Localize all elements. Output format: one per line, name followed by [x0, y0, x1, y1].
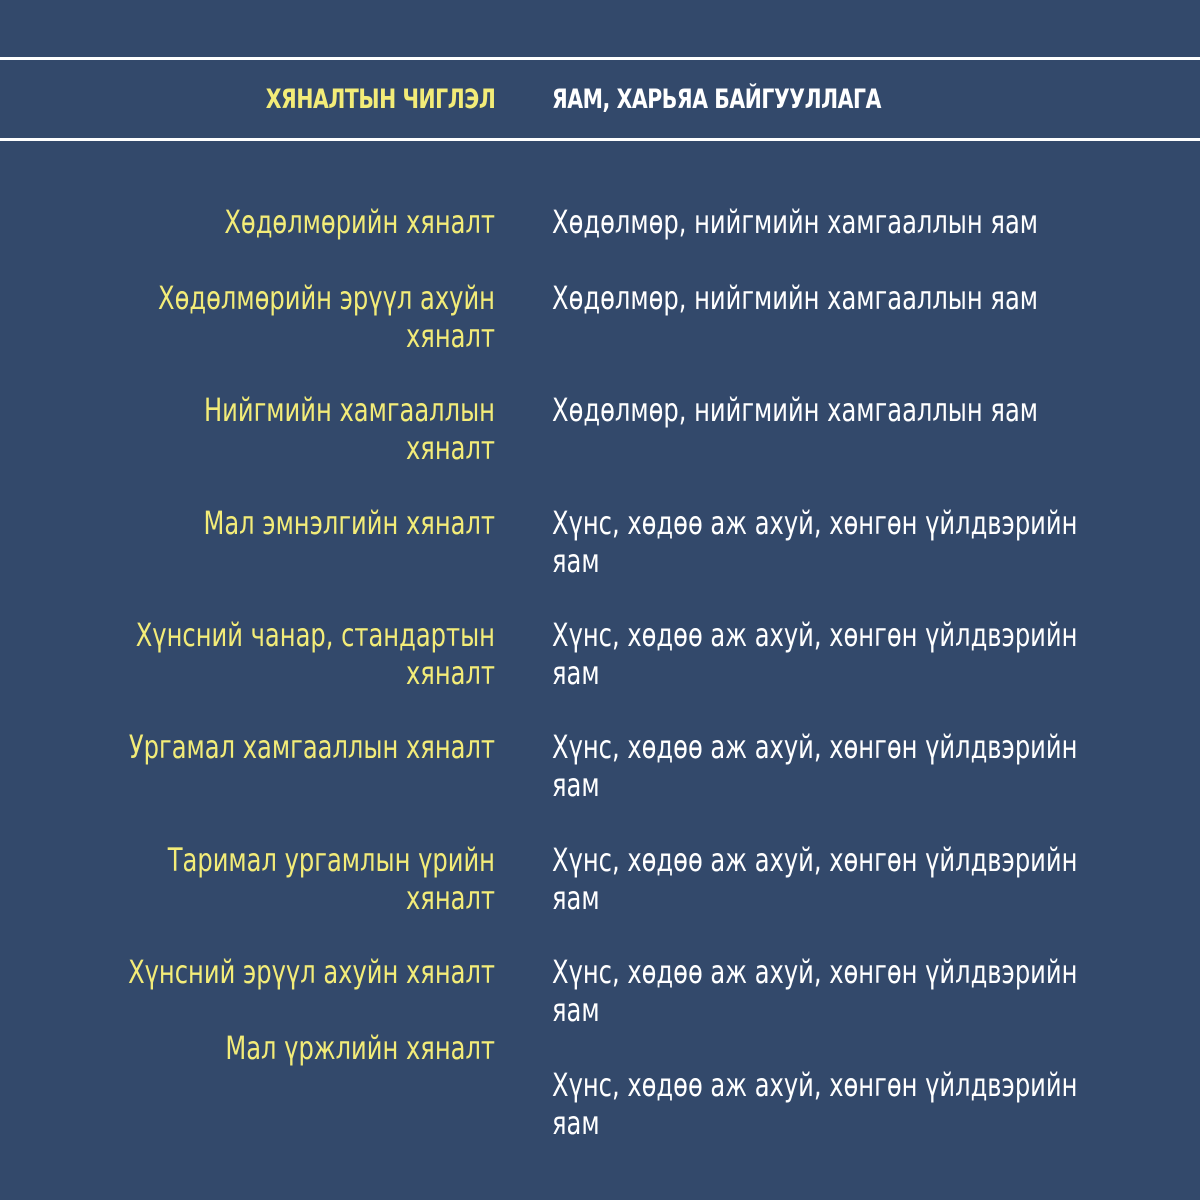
ministry-cell — [552, 203, 1098, 241]
direction-cell — [100, 504, 495, 542]
ministry-text: Хөдөлмөр, нийгмийн хамгааллын яам — [552, 203, 1039, 241]
ministry-text: яам — [552, 879, 600, 917]
direction-text: Хөдөлмөрийн хяналт — [224, 203, 496, 241]
ministry-text: Хөдөлмөр, нийгмийн хамгааллын яам — [552, 391, 1039, 429]
ministry-text: Хүнс, хөдөө аж ахуй, хөнгөн үйлдвэрийн — [552, 504, 1078, 542]
column-header-direction: ХЯНАЛТЫН ЧИГЛЭЛ — [265, 84, 495, 115]
direction-text: Хөдөлмөрийн эрүүл ахуйн — [158, 279, 496, 317]
ministry-text: Хүнс, хөдөө аж ахуй, хөнгөн үйлдвэрийн — [552, 728, 1078, 766]
direction-cell — [100, 391, 495, 467]
ministry-text: яам — [552, 654, 600, 692]
top-divider — [0, 57, 1200, 60]
direction-text: Нийгмийн хамгааллын — [203, 391, 496, 429]
ministry-text: Хүнс, хөдөө аж ахуй, хөнгөн үйлдвэрийн — [552, 953, 1078, 991]
ministry-text: Хүнс, хөдөө аж ахуй, хөнгөн үйлдвэрийн — [552, 841, 1078, 879]
ministry-cell — [552, 279, 1098, 317]
direction-text: Мал үржлийн хяналт — [225, 1029, 496, 1067]
direction-text: Таримал ургамлын үрийн — [167, 841, 495, 879]
ministry-text: яам — [552, 542, 600, 580]
header-divider — [0, 138, 1200, 141]
ministry-text: Хүнс, хөдөө аж ахуй, хөнгөн үйлдвэрийн — [552, 1066, 1078, 1104]
ministry-cell — [552, 728, 1098, 804]
direction-text: хяналт — [405, 879, 495, 917]
direction-text: хяналт — [405, 317, 495, 355]
direction-text: Хүнсний эрүүл ахуйн хяналт — [128, 953, 495, 991]
ministry-cell — [552, 391, 1098, 429]
column-header-ministry: ЯАМ, ХАРЬЯА БАЙГУУЛЛАГА — [552, 84, 882, 115]
direction-cell — [100, 728, 495, 766]
direction-cell — [100, 203, 495, 241]
ministry-text: яам — [552, 766, 600, 804]
direction-text: Мал эмнэлгийн хяналт — [203, 504, 495, 542]
direction-text: Хүнсний чанар, стандартын — [135, 616, 496, 654]
ministry-cell — [552, 504, 1098, 580]
direction-text: хяналт — [405, 654, 495, 692]
ministry-text: Хүнс, хөдөө аж ахуй, хөнгөн үйлдвэрийн — [552, 616, 1078, 654]
direction-cell — [100, 841, 495, 917]
ministry-cell — [552, 616, 1098, 692]
direction-text: Ургамал хамгааллын хяналт — [128, 728, 495, 766]
ministry-text: яам — [552, 1104, 600, 1142]
ministry-cell — [552, 953, 1098, 1029]
direction-cell — [100, 1029, 495, 1067]
ministry-text: яам — [552, 991, 600, 1029]
direction-text: хяналт — [405, 429, 495, 467]
direction-cell — [100, 953, 495, 991]
direction-cell — [100, 616, 495, 692]
ministry-cell — [552, 1066, 1098, 1142]
direction-cell — [100, 279, 495, 355]
ministry-cell — [552, 841, 1098, 917]
ministry-text: Хөдөлмөр, нийгмийн хамгааллын яам — [552, 279, 1039, 317]
